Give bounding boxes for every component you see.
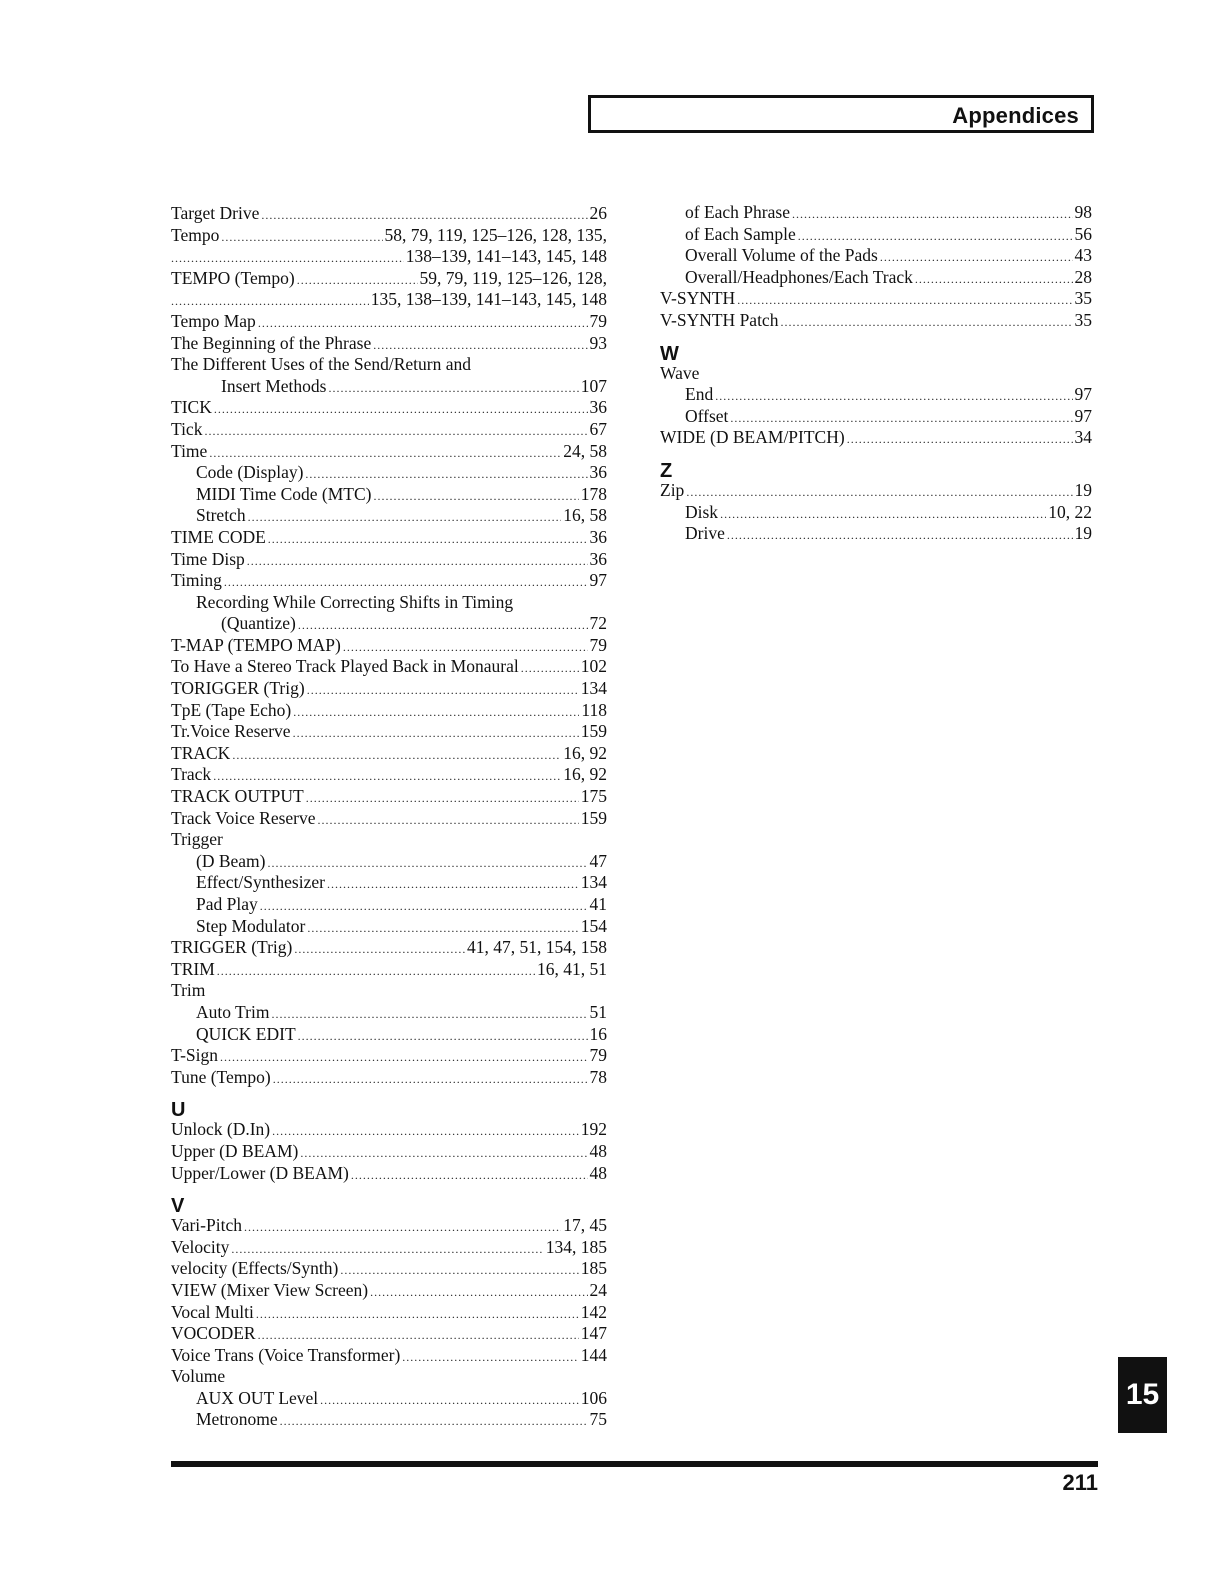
dot-leader bbox=[300, 1143, 587, 1165]
dot-leader bbox=[307, 918, 578, 940]
index-term: Disk bbox=[685, 501, 719, 522]
index-entry bbox=[171, 916, 607, 938]
index-term: Timing bbox=[171, 570, 222, 591]
index-entry bbox=[171, 656, 607, 678]
dot-leader bbox=[293, 723, 579, 745]
index-pages: 142 bbox=[580, 1301, 607, 1322]
index-entry bbox=[171, 1302, 607, 1324]
index-entry bbox=[171, 764, 607, 786]
index-pages: 118 bbox=[581, 699, 607, 720]
section-header bbox=[588, 95, 1094, 133]
index-pages: 48 bbox=[589, 1140, 607, 1161]
dot-leader bbox=[294, 939, 465, 961]
index-entry bbox=[171, 1002, 607, 1024]
dot-leader bbox=[720, 504, 1046, 526]
page-number: 211 bbox=[1062, 1470, 1098, 1495]
dot-leader bbox=[880, 247, 1073, 269]
index-entry bbox=[171, 678, 607, 700]
index-pages: 19 bbox=[1074, 523, 1092, 544]
index-term: Auto Trim bbox=[196, 1001, 270, 1022]
dot-leader bbox=[258, 313, 588, 335]
index-entry bbox=[660, 310, 1092, 332]
index-term: TRACK bbox=[171, 742, 231, 763]
index-pages: 56 bbox=[1074, 223, 1092, 244]
index-entry bbox=[660, 363, 1092, 385]
dot-leader bbox=[293, 702, 579, 724]
index-entry bbox=[660, 245, 1092, 267]
index-entry bbox=[171, 203, 607, 225]
dot-leader bbox=[298, 615, 588, 637]
index-pages: 19 bbox=[1074, 479, 1092, 500]
index-entry bbox=[171, 1163, 607, 1185]
index-term: Tempo bbox=[171, 224, 220, 245]
index-term: (D Beam) bbox=[196, 850, 266, 871]
index-term: Trim bbox=[171, 980, 206, 1001]
index-entry bbox=[171, 721, 607, 743]
index-term: Overall Volume of the Pads bbox=[685, 245, 878, 266]
dot-leader bbox=[244, 1217, 561, 1239]
index-entry bbox=[171, 397, 607, 419]
dot-leader bbox=[171, 291, 369, 313]
index-entry bbox=[171, 1388, 607, 1410]
index-term: Tempo Map bbox=[171, 310, 256, 331]
index-term: Target Drive bbox=[171, 203, 260, 223]
dot-leader bbox=[273, 1069, 588, 1091]
index-term: Insert Methods bbox=[221, 375, 327, 396]
index-entry bbox=[171, 635, 607, 657]
index-pages: 34 bbox=[1074, 427, 1092, 448]
index-term: TRIM bbox=[171, 958, 215, 979]
index-term: VIEW (Mixer View Screen) bbox=[171, 1279, 369, 1300]
index-pages: 51 bbox=[589, 1001, 607, 1022]
index-term: Wave bbox=[660, 362, 700, 383]
index-pages: 35 bbox=[1074, 288, 1092, 309]
index-pages: 35 bbox=[1074, 309, 1092, 330]
dot-leader bbox=[686, 482, 1072, 504]
dot-leader bbox=[305, 464, 587, 486]
index-term: Time Disp bbox=[171, 548, 245, 569]
index-term: AUX OUT Level bbox=[196, 1387, 319, 1408]
index-term: Tick bbox=[171, 418, 203, 439]
index-term: VOCODER bbox=[171, 1323, 256, 1344]
index-term: Drive bbox=[685, 523, 725, 544]
index-pages: 24, 58 bbox=[563, 440, 607, 461]
index-entry-continuation bbox=[171, 246, 607, 268]
dot-leader bbox=[272, 1121, 579, 1143]
dot-leader bbox=[298, 1026, 588, 1048]
index-letter-heading: Z bbox=[660, 459, 673, 482]
dot-leader bbox=[204, 421, 587, 443]
index-entry bbox=[660, 267, 1092, 289]
index-pages: 98 bbox=[1074, 202, 1092, 222]
dot-leader bbox=[171, 248, 404, 270]
dot-leader bbox=[715, 386, 1072, 408]
dot-leader bbox=[297, 270, 418, 292]
index-pages: 26 bbox=[589, 203, 607, 223]
index-term: Vocal Multi bbox=[171, 1301, 254, 1322]
index-entry bbox=[171, 1258, 607, 1280]
index-entry bbox=[171, 1141, 607, 1163]
index-pages: 185 bbox=[580, 1258, 607, 1279]
dot-leader bbox=[307, 680, 579, 702]
index-entry bbox=[171, 1215, 607, 1237]
dot-leader bbox=[268, 529, 588, 551]
index-entry bbox=[660, 427, 1092, 449]
index-pages: 97 bbox=[1074, 405, 1092, 426]
index-entry bbox=[171, 419, 607, 441]
index-term: Voice Trans (Voice Transformer) bbox=[171, 1344, 401, 1365]
index-letter-heading: U bbox=[171, 1099, 186, 1122]
dot-leader bbox=[280, 1411, 588, 1433]
index-column-left bbox=[171, 203, 607, 1431]
index-term: Offset bbox=[685, 405, 729, 426]
dot-leader bbox=[260, 896, 588, 918]
index-pages: 36 bbox=[589, 397, 607, 418]
dot-leader bbox=[320, 1390, 579, 1412]
index-pages: 93 bbox=[589, 332, 607, 353]
index-term: velocity (Effects/Synth) bbox=[171, 1258, 339, 1279]
index-entry bbox=[171, 549, 607, 571]
dot-leader bbox=[258, 1325, 579, 1347]
index-entry bbox=[171, 1237, 607, 1259]
dot-leader bbox=[915, 269, 1073, 291]
index-entry bbox=[171, 505, 607, 527]
index-term: Metronome bbox=[196, 1409, 278, 1430]
index-pages: 48 bbox=[589, 1162, 607, 1183]
dot-leader bbox=[780, 312, 1072, 334]
dot-leader bbox=[261, 205, 587, 227]
index-pages: 134 bbox=[580, 872, 607, 893]
index-term: Vari-Pitch bbox=[171, 1215, 242, 1236]
index-entry bbox=[660, 288, 1092, 310]
index-term: TEMPO (Tempo) bbox=[171, 267, 295, 288]
dot-leader bbox=[232, 745, 561, 767]
index-pages: 107 bbox=[580, 375, 607, 396]
dot-leader bbox=[268, 853, 588, 875]
index-pages: 159 bbox=[580, 807, 607, 828]
index-term: The Beginning of the Phrase bbox=[171, 332, 372, 353]
index-entry bbox=[171, 1409, 607, 1431]
index-entry bbox=[171, 376, 607, 398]
index-term: Zip bbox=[660, 479, 685, 500]
index-term: TICK bbox=[171, 397, 212, 418]
index-term: TIME CODE bbox=[171, 526, 266, 547]
dot-leader bbox=[231, 1239, 543, 1261]
index-pages: 58, 79, 119, 125–126, 128, 135, bbox=[384, 224, 607, 245]
index-pages: 67 bbox=[589, 418, 607, 439]
dot-leader bbox=[351, 1165, 588, 1187]
index-entry bbox=[660, 502, 1092, 524]
index-term: T-Sign bbox=[171, 1045, 219, 1066]
index-term: Unlock (D.In) bbox=[171, 1119, 271, 1140]
index-pages: 97 bbox=[589, 570, 607, 591]
index-entry bbox=[171, 527, 607, 549]
index-term: Code (Display) bbox=[196, 462, 304, 483]
index-entry bbox=[171, 333, 607, 355]
index-term: Track bbox=[171, 764, 212, 785]
index-entry bbox=[171, 311, 607, 333]
index-entry bbox=[171, 1280, 607, 1302]
index-entry bbox=[660, 523, 1092, 545]
index-entry bbox=[171, 808, 607, 830]
index-pages: 41, 47, 51, 154, 158 bbox=[467, 937, 607, 958]
index-entry bbox=[660, 480, 1092, 502]
index-pages: 75 bbox=[589, 1409, 607, 1430]
dot-leader bbox=[340, 1260, 578, 1282]
index-entry bbox=[171, 980, 607, 1002]
index-pages: 16, 58 bbox=[563, 505, 607, 526]
dot-leader bbox=[374, 486, 579, 508]
index-column-right bbox=[660, 202, 1092, 545]
index-pages: 79 bbox=[589, 310, 607, 331]
index-term: Tr.Voice Reserve bbox=[171, 721, 291, 742]
index-term: The Different Uses of the Send/Return and bbox=[171, 354, 472, 375]
index-term: Stretch bbox=[196, 505, 246, 526]
index-pages: 28 bbox=[1074, 266, 1092, 287]
index-term: Step Modulator bbox=[196, 915, 306, 936]
index-entry bbox=[171, 851, 607, 873]
dot-leader bbox=[727, 525, 1073, 547]
dot-leader bbox=[271, 1004, 587, 1026]
index-term: Effect/Synthesizer bbox=[196, 872, 325, 893]
index-entry bbox=[171, 592, 607, 614]
index-entry bbox=[171, 937, 607, 959]
index-entry bbox=[171, 354, 607, 376]
index-pages: 59, 79, 119, 125–126, 128, bbox=[419, 267, 607, 288]
dot-leader bbox=[792, 204, 1073, 226]
index-pages: 154 bbox=[580, 915, 607, 936]
dot-leader bbox=[247, 551, 588, 573]
index-pages: 144 bbox=[580, 1344, 607, 1365]
index-term: of Each Sample bbox=[685, 223, 796, 244]
index-pages: 43 bbox=[1074, 245, 1092, 266]
dot-leader bbox=[402, 1347, 578, 1369]
index-entry bbox=[171, 1119, 607, 1141]
index-term: TORIGGER (Trig) bbox=[171, 678, 305, 699]
index-pages: 135, 138–139, 141–143, 145, 148 bbox=[370, 289, 607, 310]
chapter-tab: 15 bbox=[1118, 1357, 1167, 1433]
dot-leader bbox=[370, 1282, 587, 1304]
index-pages: 79 bbox=[589, 1045, 607, 1066]
index-term: QUICK EDIT bbox=[196, 1023, 296, 1044]
index-entry bbox=[171, 1045, 607, 1067]
index-term: Volume bbox=[171, 1366, 226, 1387]
dot-leader bbox=[343, 637, 588, 659]
index-pages: 79 bbox=[589, 634, 607, 655]
index-entry bbox=[660, 384, 1092, 406]
index-entry bbox=[171, 1323, 607, 1345]
index-term: End bbox=[685, 384, 714, 405]
index-entry bbox=[171, 700, 607, 722]
index-pages: 134 bbox=[580, 678, 607, 699]
index-pages: 16, 92 bbox=[563, 764, 607, 785]
index-pages: 16, 92 bbox=[563, 742, 607, 763]
dot-leader bbox=[318, 810, 579, 832]
index-pages: 41 bbox=[589, 894, 607, 914]
index-pages: 138–139, 141–143, 145, 148 bbox=[405, 246, 607, 267]
index-pages: 16, 41, 51 bbox=[537, 958, 607, 979]
index-pages: 24 bbox=[589, 1279, 607, 1300]
index-term: Trigger bbox=[171, 829, 223, 850]
index-term: WIDE (D BEAM/PITCH) bbox=[660, 427, 845, 448]
index-pages: 47 bbox=[589, 850, 607, 871]
index-term: of Each Phrase bbox=[685, 202, 790, 222]
index-pages: 102 bbox=[580, 656, 607, 677]
index-entry bbox=[171, 462, 607, 484]
index-term: V-SYNTH bbox=[660, 288, 736, 309]
index-entry bbox=[171, 1067, 607, 1089]
index-term: TRACK OUTPUT bbox=[171, 786, 304, 807]
index-term: (Quantize) bbox=[221, 613, 296, 634]
index-term: Velocity bbox=[171, 1236, 230, 1257]
dot-leader bbox=[221, 227, 382, 249]
dot-leader bbox=[213, 766, 561, 788]
index-pages: 159 bbox=[580, 721, 607, 742]
index-term: Track Voice Reserve bbox=[171, 807, 316, 828]
index-entry-continuation bbox=[171, 289, 607, 311]
index-entry bbox=[171, 894, 607, 916]
index-letter-heading: V bbox=[171, 1195, 185, 1218]
index-entry bbox=[171, 1366, 607, 1388]
index-pages: 147 bbox=[580, 1323, 607, 1344]
index-pages: 36 bbox=[589, 526, 607, 547]
index-entry bbox=[660, 202, 1092, 224]
index-pages: 97 bbox=[1074, 384, 1092, 405]
index-pages: 78 bbox=[589, 1066, 607, 1087]
dot-leader bbox=[256, 1304, 579, 1326]
index-entry bbox=[171, 441, 607, 463]
index-entry bbox=[171, 786, 607, 808]
index-entry bbox=[171, 268, 607, 290]
dot-leader bbox=[214, 399, 588, 421]
index-term: Recording While Correcting Shifts in Timing bbox=[196, 591, 514, 612]
index-term: TpE (Tape Echo) bbox=[171, 699, 292, 720]
index-entry bbox=[660, 224, 1092, 246]
section-title: Appendices bbox=[952, 103, 1079, 128]
index-entry bbox=[171, 225, 607, 247]
dot-leader bbox=[373, 335, 587, 357]
index-pages: 10, 22 bbox=[1048, 501, 1092, 522]
dot-leader bbox=[730, 408, 1072, 430]
index-term: MIDI Time Code (MTC) bbox=[196, 483, 372, 504]
dot-leader bbox=[327, 874, 579, 896]
index-pages: 17, 45 bbox=[563, 1215, 607, 1236]
index-pages: 72 bbox=[589, 613, 607, 634]
index-term: Tune (Tempo) bbox=[171, 1066, 271, 1087]
index-term: Time bbox=[171, 440, 208, 461]
index-term: T-MAP (TEMPO MAP) bbox=[171, 634, 341, 655]
dot-leader bbox=[224, 572, 588, 594]
index-entry bbox=[171, 872, 607, 894]
index-entry bbox=[171, 570, 607, 592]
dot-leader bbox=[217, 961, 535, 983]
index-entry bbox=[171, 829, 607, 851]
index-entry bbox=[171, 1345, 607, 1367]
index-pages: 192 bbox=[580, 1119, 607, 1140]
index-pages: 134, 185 bbox=[545, 1236, 607, 1257]
dot-leader bbox=[798, 226, 1073, 248]
index-pages: 16 bbox=[589, 1023, 607, 1044]
dot-leader bbox=[209, 443, 561, 465]
index-letter-heading: W bbox=[660, 342, 679, 365]
index-term: Overall/Headphones/Each Track bbox=[685, 266, 913, 287]
dot-leader bbox=[220, 1047, 587, 1069]
index-entry bbox=[660, 406, 1092, 428]
index-term: To Have a Stereo Track Played Back in Monaural bbox=[171, 656, 519, 677]
footer-rule bbox=[171, 1461, 1098, 1467]
index-term: V-SYNTH Patch bbox=[660, 309, 779, 330]
index-term: Upper/Lower (D BEAM) bbox=[171, 1162, 349, 1183]
index-pages: 178 bbox=[580, 483, 607, 504]
index-pages: 36 bbox=[589, 462, 607, 483]
dot-leader bbox=[306, 788, 579, 810]
index-term: Upper (D BEAM) bbox=[171, 1140, 299, 1161]
index-entry bbox=[171, 743, 607, 765]
dot-leader bbox=[737, 290, 1072, 312]
index-pages: 36 bbox=[589, 548, 607, 569]
dot-leader bbox=[248, 507, 562, 529]
dot-leader bbox=[847, 429, 1073, 451]
dot-leader bbox=[328, 378, 578, 400]
index-term: TRIGGER (Trig) bbox=[171, 937, 293, 958]
index-term: Pad Play bbox=[196, 894, 258, 914]
index-pages: 175 bbox=[580, 786, 607, 807]
index-pages: 106 bbox=[580, 1387, 607, 1408]
index-entry bbox=[171, 484, 607, 506]
dot-leader bbox=[521, 658, 579, 680]
index-entry bbox=[171, 959, 607, 981]
index-entry bbox=[171, 1024, 607, 1046]
index-entry bbox=[171, 613, 607, 635]
